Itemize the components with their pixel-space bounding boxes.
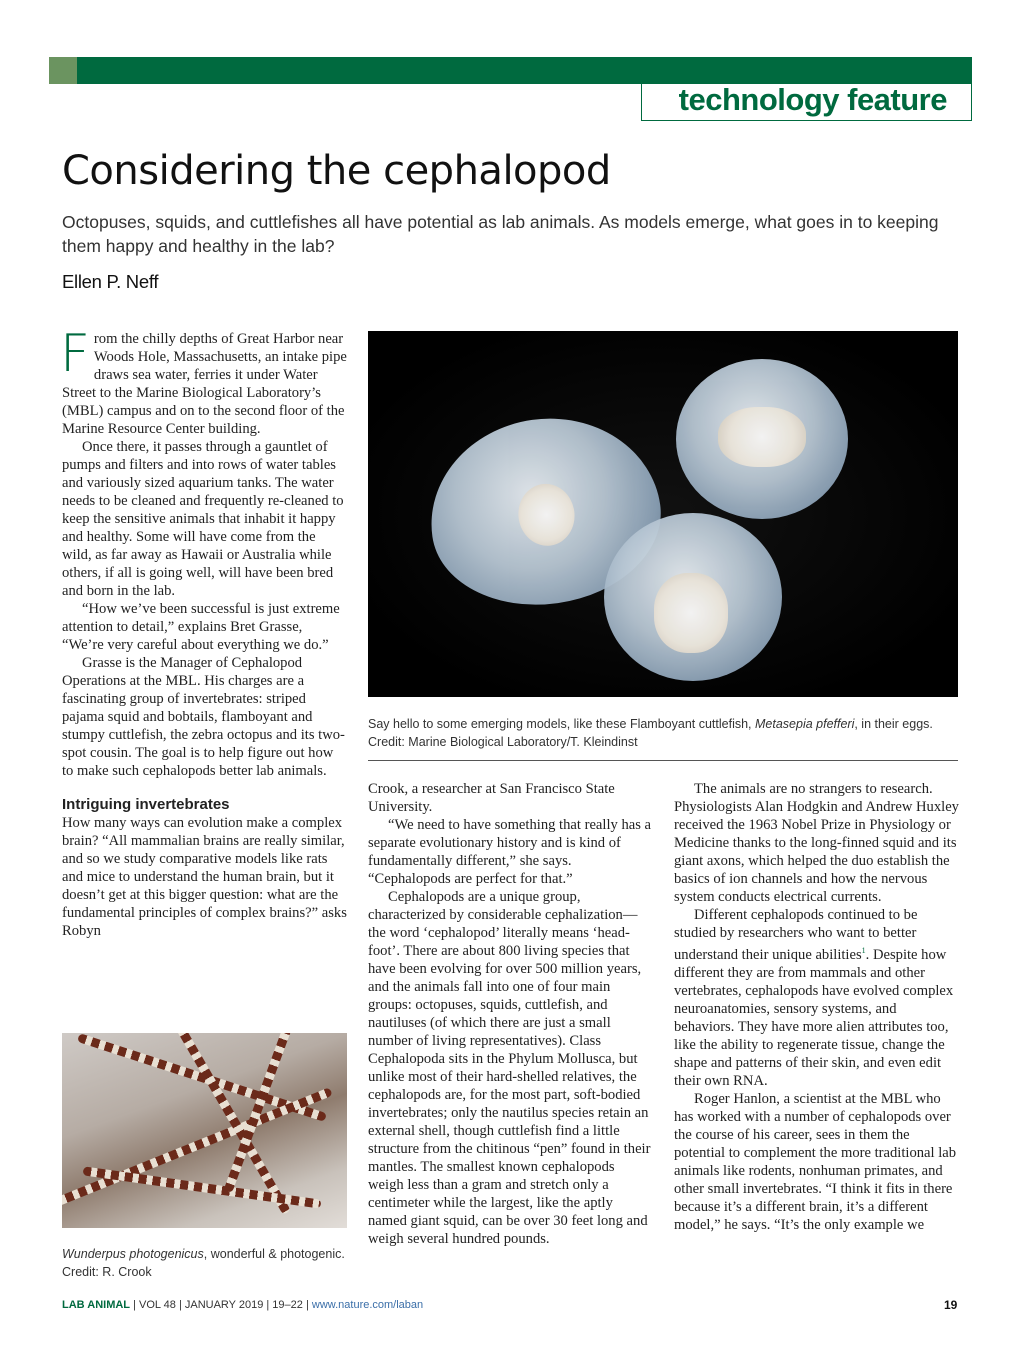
paragraph: Roger Hanlon, a scientist at the MBL who has worked with a number of cephalopods over the course of his career, sees in them the potential to complement the more traditional lab animals like rodents, nonhuman primates, and other small invertebrates. “I think it fits in there because it’s a different brain, it’s a different model,” he says. “It’s the only example we xyxy=(674,1090,957,1233)
paragraph: Crook, a researcher at San Francisco State University. xyxy=(368,781,615,815)
paragraph-text: Different cephalopods continued to be studied by researchers who want to better understand their unique abilities xyxy=(674,907,918,963)
embryo xyxy=(718,407,806,467)
column-1 xyxy=(60,324,347,940)
paragraph-text: . Despite how different they are from mammals and other vertebrates, cephalopods have evolved complex neuroanatomies, sensory systems, and behaviors. They have more alien attributes too, like the ability to regenerate tissue, change the shape and patterns of their skin, and even edit their own RNA. xyxy=(674,946,954,1089)
paragraph: Once there, it passes through a gauntlet of pumps and filters and into rows of water tables and variously sized aquarium tanks. The water needs to be cleaned and frequently re-cleaned to keep the sensitive animals that inhabit it happy and healthy. Some will have come from the wild, as far away as Hawaii or Australia while others, if all is going well, will have been bred and born in the lab. xyxy=(62,439,344,599)
divider xyxy=(368,760,958,761)
wunderpus-photo xyxy=(62,1033,347,1228)
embryo xyxy=(514,480,578,549)
article-title: Considering the cephalopod xyxy=(62,148,611,194)
egg xyxy=(604,513,782,681)
figure-1-credit: Credit: Marine Biological Laboratory/T. Kleindinst xyxy=(368,735,638,749)
footer xyxy=(62,1299,423,1311)
journal-name: LAB ANIMAL xyxy=(62,1299,131,1311)
paragraph: How many ways can evolution make a complex brain? “All mammalian brains are really similar, and so we study comparative models like rats and mice to understand the human brain, but it doesn’t get at this bigger question: what are the fundamental principles of complex brains?” asks Robyn xyxy=(62,815,347,939)
section-heading: Intriguing invertebrates xyxy=(62,796,230,813)
issue-info: | VOL 48 | JANUARY 2019 | 19–22 | xyxy=(130,1299,312,1311)
figure-2-credit: Credit: R. Crook xyxy=(62,1265,152,1279)
header-bar xyxy=(49,57,972,84)
embryo xyxy=(654,573,728,653)
caption-text: , in their eggs. xyxy=(854,717,933,731)
figure-1-caption xyxy=(368,715,958,751)
column-3 xyxy=(674,780,960,1234)
paragraph: “How we’ve been successful is just extreme attention to detail,” explains Bret Grasse, “We’re very careful about everything we do.” xyxy=(62,601,340,653)
journal-url-link[interactable]: www.nature.com/laban xyxy=(311,1299,424,1311)
paragraph-text: rom the chilly depths of Great Harbor near Woods Hole, Massachusetts, an intake pipe draws sea water, ferries it under Water Street to the Marine Biological Laboratory’s (MBL) campus and on to the second floor of the Marine Resource Center building. xyxy=(62,331,347,437)
caption-species: Wunderpus photogenicus xyxy=(62,1247,204,1261)
paragraph xyxy=(674,906,960,1090)
cuttlefish-eggs-photo xyxy=(368,331,958,697)
caption-species: Metasepia pfefferi xyxy=(755,717,855,731)
paragraph: “We need to have something that really has a separate evolutionary history and is kind of fundamentally different,” she says. “Cephalopods are perfect for that.” xyxy=(368,817,652,887)
figure-2-caption xyxy=(62,1245,352,1281)
paragraph xyxy=(60,324,347,438)
article-subtitle: Octopuses, squids, and cuttlefishes all have potential as lab animals. As models emerge, what goes in to keeping them happy and healthy in the lab? xyxy=(62,212,939,256)
header-accent-square xyxy=(49,57,77,84)
paragraph: Grasse is the Manager of Cephalopod Operations at the MBL. His charges are a fascinating group of invertebrates: striped pajama squid and bobtails, flamboyant and stumpy cuttlefish, the zebra octopus and its two-spot cousin. The goal is to help figure out how to make such cephalopods better lab animals. xyxy=(62,655,345,779)
drop-cap: F xyxy=(60,324,90,384)
article-author: Ellen P. Neff xyxy=(62,271,159,292)
section-label: technology feature xyxy=(678,82,947,117)
reference-link[interactable]: 1 xyxy=(861,946,866,955)
caption-text: , wonderful & photogenic. xyxy=(203,1247,345,1261)
section-tag xyxy=(641,84,972,121)
paragraph: Cephalopods are a unique group, characterized by considerable cephalization—the word ‘cephalopod’ literally means ‘head-foot’. There are about 800 living species that have been evolving for over 500 million years, and the animals fall into one of four main groups: octopuses, squids, cuttlefish, and nautiluses (of which there are just a small number of living representatives). Class Cephalopoda sits in the Phylum Mollusca, but unlike most of their hard-shelled relatives, the cephalopods are, for the most part, soft-bodied invertebrates; only the nautilus species retain an external shell, though cuttlefish find a little structure from the chitinous “pen” found in their mantles. The smallest known cephalopods weigh less than a gram and stretch only a centimeter while the largest, like the aptly named giant squid, can be over 30 feet long and weigh several hundred pounds. xyxy=(368,889,651,1247)
paragraph: The animals are no strangers to research. Physiologists Alan Hodgkin and Andrew Huxley received the 1963 Nobel Prize in Physiology or Medicine thanks to the long-finned squid and its giant axons, which helped the duo establish the basics of ion channels and how the nervous system conducts electrical currents. xyxy=(674,781,959,905)
page-number: 19 xyxy=(944,1298,958,1312)
octopus-arm xyxy=(83,1166,322,1208)
egg xyxy=(676,359,848,519)
column-2 xyxy=(368,780,652,1248)
caption-text: Say hello to some emerging models, like these Flamboyant cuttlefish, xyxy=(368,717,755,731)
